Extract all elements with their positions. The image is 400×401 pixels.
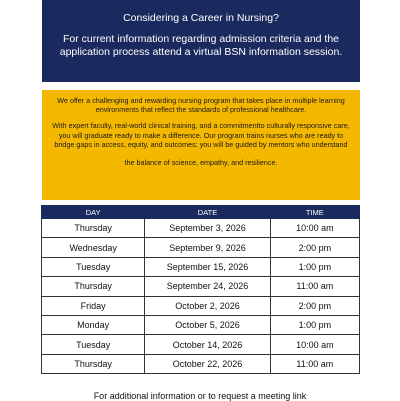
program-description-box bbox=[42, 90, 360, 200]
cell-time: 1:00 pm bbox=[270, 315, 359, 334]
cell-day: Friday bbox=[42, 296, 145, 315]
cell-date: September 15, 2026 bbox=[145, 257, 270, 276]
header-banner bbox=[42, 0, 360, 82]
cell-time: 10:00 am bbox=[270, 335, 359, 354]
cell-time: 2:00 pm bbox=[270, 238, 359, 257]
cell-date: September 24, 2026 bbox=[145, 277, 270, 296]
cell-day: Thursday bbox=[42, 354, 145, 373]
header-date: DATE bbox=[145, 206, 270, 219]
description-paragraph-1: We offer a challenging and rewarding nursing program that takes place in multiple learning environments that reflect the standards of professional healthcare. bbox=[57, 96, 345, 115]
table-row bbox=[42, 335, 360, 354]
cell-time: 11:00 am bbox=[270, 354, 359, 373]
cell-date: October 14, 2026 bbox=[145, 335, 270, 354]
banner-heading: Considering a Career in Nursing? bbox=[123, 12, 279, 24]
cell-day: Thursday bbox=[42, 277, 145, 296]
table-row bbox=[42, 354, 360, 373]
header-day: DAY bbox=[42, 206, 145, 219]
footer-text: For additional information or to request a meeting link bbox=[93, 391, 307, 401]
table-row bbox=[42, 315, 360, 334]
table-header-row bbox=[42, 206, 360, 219]
cell-date: October 5, 2026 bbox=[145, 315, 270, 334]
cell-time: 2:00 pm bbox=[270, 296, 359, 315]
cell-date: September 9, 2026 bbox=[145, 238, 270, 257]
cell-day: Monday bbox=[42, 315, 145, 334]
table-row bbox=[42, 257, 360, 276]
session-schedule-table bbox=[41, 205, 360, 374]
cell-time: 10:00 am bbox=[270, 219, 359, 238]
table-row bbox=[42, 277, 360, 296]
table-row bbox=[42, 219, 360, 238]
cell-day: Tuesday bbox=[42, 335, 145, 354]
banner-info: For current information regarding admission criteria and the application process attend a virtual BSN information session. bbox=[59, 33, 343, 58]
cell-date: October 22, 2026 bbox=[145, 354, 270, 373]
cell-date: September 3, 2026 bbox=[145, 219, 270, 238]
cell-day: Wednesday bbox=[42, 238, 145, 257]
table-row bbox=[42, 238, 360, 257]
cell-day: Thursday bbox=[42, 219, 145, 238]
table-row bbox=[42, 296, 360, 315]
header-time: TIME bbox=[270, 206, 359, 219]
description-paragraph-2: With expert faculty, real-world clinical training, and a commitmentto culturally responsive care, you will graduate ready to make a difference. Our program trains nurses who are ready to bridge gaps in access, equity, and outcomes; you will be guided by mentors who understand bbox=[52, 121, 350, 149]
description-paragraph-3: the balance of science, empathy, and resilience. bbox=[124, 158, 278, 168]
cell-time: 11:00 am bbox=[270, 277, 359, 296]
cell-day: Tuesday bbox=[42, 257, 145, 276]
cell-date: October 2, 2026 bbox=[145, 296, 270, 315]
cell-time: 1:00 pm bbox=[270, 257, 359, 276]
